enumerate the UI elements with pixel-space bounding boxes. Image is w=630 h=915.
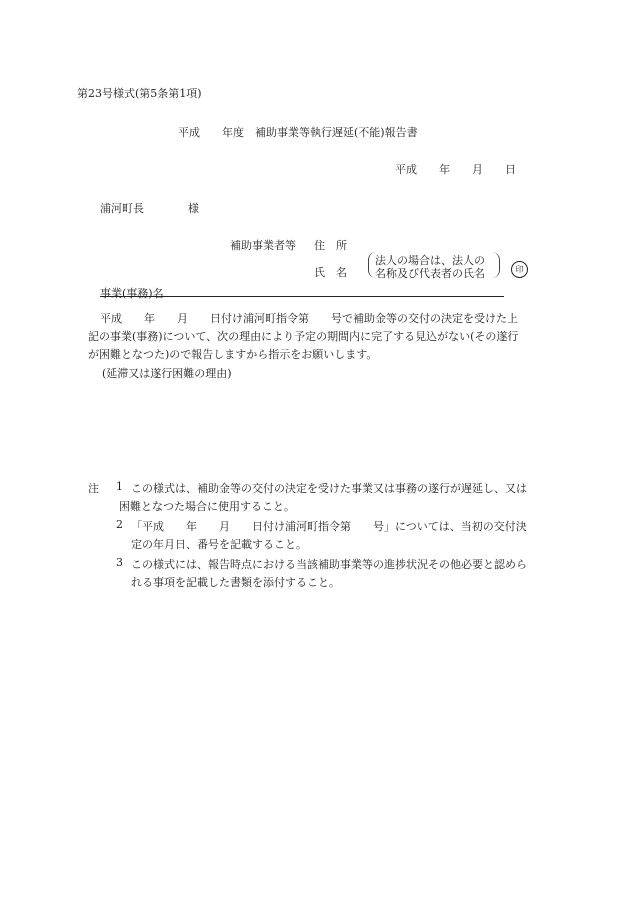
note-3-line1: この様式には、報告時点における当該補助事業等の進捗状況その他必要と認めら [131, 558, 527, 571]
addressee: 浦河町長 様 [100, 202, 199, 215]
address-label: 住 所 [314, 239, 347, 252]
project-name-underline [100, 296, 504, 297]
applicant-label: 補助事業者等 [230, 239, 296, 252]
notes-heading: 注 [88, 482, 99, 495]
name-label: 氏 名 [314, 266, 347, 279]
report-date: 平成 年 月 日 [395, 163, 516, 176]
project-name-label: 事業(事務)名 [100, 287, 164, 300]
note-3-number: 3 [116, 556, 123, 569]
document-title: 平成 年度 補助事業等執行遅延(不能)報告書 [178, 126, 418, 139]
seal-mark: 印 [511, 261, 528, 278]
note-1-line2: 困難となつた場合に使用すること。 [119, 500, 295, 513]
note-1-line1: この様式は、補助金等の交付の決定を受けた事業又は事務の遂行が遅延し、又は [131, 482, 527, 495]
note-2-line1: 「平成 年 月 日付け浦河町指令第 号」については、当初の交付決 [131, 520, 527, 533]
note-3-line2: れる事項を記載した書類を添付すること。 [131, 576, 340, 589]
body-line-1: 平成 年 月 日付け浦河町指令第 号で補助金等の交付の決定を受けた上 [100, 312, 518, 325]
note-2-number: 2 [116, 518, 123, 531]
form-number: 第23号様式(第5条第1項) [77, 87, 202, 100]
reason-label: (延滞又は遂行困難の理由) [102, 367, 232, 380]
body-line-3: が困難となつた)ので報告しますから指示をお願いします。 [88, 348, 378, 361]
body-line-2: 記の事業(事務)について、次の理由により予定の期間内に完了する見込がない(その遂行 [88, 330, 519, 343]
note-2-line2: 定の年月日、番号を記載すること。 [131, 538, 307, 551]
corporate-note-line2: 名称及び代表者の氏名 [375, 267, 485, 280]
note-1-number: 1 [116, 480, 123, 493]
corporate-note-line1: 法人の場合は、法人の [375, 254, 485, 267]
